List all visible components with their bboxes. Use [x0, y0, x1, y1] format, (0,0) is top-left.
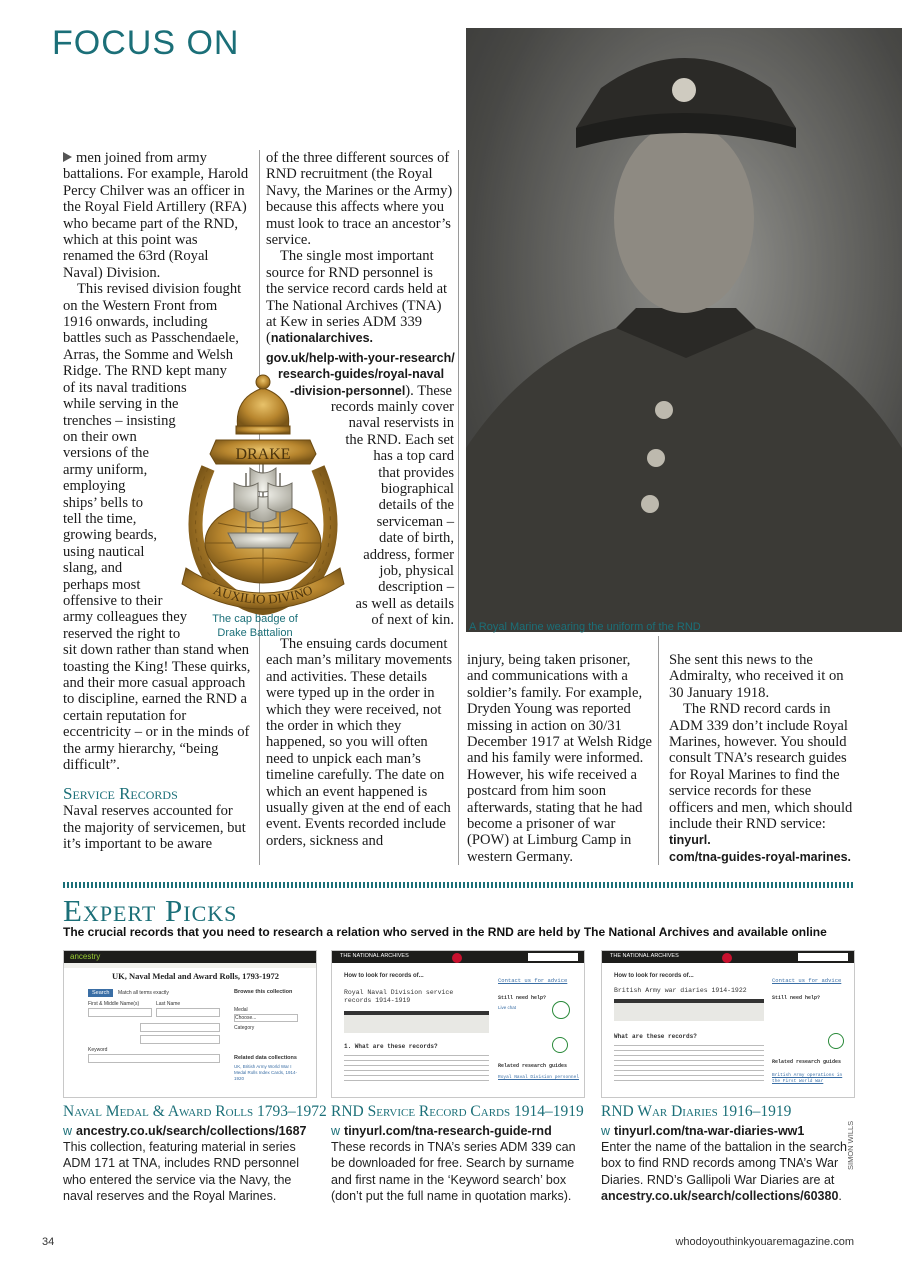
text-line: of next of kin.: [371, 612, 454, 629]
text-line: Ridge. The RND kept many: [63, 363, 227, 380]
text-line: job, physical: [379, 563, 454, 580]
contact-link[interactable]: Contact us for advice: [772, 977, 842, 984]
paragraph: The ensuing cards document each man’s military movements and activities. These details were typed up in the order in which they were received, not the order in which they happened, so you will often need to unpick each man’s timeline carefully. The date on which an event happened is usually given at the end of each event. Events recorded include orders, sickness and: [266, 636, 453, 849]
text-line: that provides: [378, 464, 454, 481]
page-title: Royal Naval Division service records 1914-1919: [344, 989, 454, 1004]
related-link[interactable]: UK, British Army World War I Medal Rolls Index Cards, 1914-1920: [234, 1064, 298, 1081]
text-line: 1916 onwards, including: [63, 314, 208, 331]
email-icon[interactable]: [552, 1037, 568, 1053]
paragraph: of the three different sources of RND recruitment (the Royal Navy, the Marines or the Army) because this affects where you must look to trace an ancestor’s service.: [266, 150, 453, 249]
text-line: on the Western Front from: [63, 297, 218, 314]
text-line: growing beards,: [63, 527, 158, 544]
extra-input[interactable]: [140, 1023, 220, 1032]
paragraph: The single most important source for RND personnel is the service record cards held at The National Archives (TNA) at Kew in series ADM 339 (nationalarchives.: [266, 248, 448, 347]
page-title: British Army war diaries 1914-1922: [614, 987, 747, 994]
chat-icon[interactable]: [552, 1001, 570, 1019]
text-line: Arras, the Somme and Welsh: [63, 346, 234, 363]
section-heading: 1. What are these records?: [344, 1043, 438, 1050]
soldier-photo: [466, 28, 902, 632]
search-input[interactable]: [798, 953, 848, 961]
text-line: address, former: [363, 546, 454, 563]
marines-guide-link[interactable]: com/tna-guides-royal-marines.: [669, 849, 851, 864]
keyword-input[interactable]: [88, 1054, 220, 1063]
menu-badge[interactable]: [452, 953, 462, 963]
text-line: versions of the: [63, 445, 149, 462]
search-input[interactable]: [528, 953, 578, 961]
help-heading: Still need help?: [498, 995, 547, 1001]
badge-scroll-top: DRAKE: [235, 446, 291, 463]
expert-picks-title: Expert Picks: [63, 893, 238, 928]
text-line: reserved the right to: [63, 625, 181, 642]
pick-3: [601, 1103, 851, 1204]
page-heading: How to look for records of...: [614, 973, 694, 979]
category-label: Category: [234, 1025, 255, 1031]
body-column-2-lower: [266, 636, 454, 849]
site-url: whodoyouthinkyouaremagazine.com: [675, 1236, 854, 1248]
subheading: Service Records: [63, 784, 178, 804]
related-heading: Related research guides: [498, 1063, 568, 1069]
text-line: slang, and: [63, 560, 123, 577]
body-text-block: [614, 1045, 764, 1085]
page-number: 34: [42, 1236, 55, 1248]
related-link[interactable]: Royal Naval Division personnel: [498, 1075, 580, 1080]
text-line: perhaps most: [63, 576, 141, 593]
pick-description: This collection, featuring material in series ADM 171 at TNA, includes RND personnel who entered the service via the Navy, the naval reserves and the Royal Marines.: [63, 1140, 299, 1203]
related-link[interactable]: British Army operations in the First World War: [772, 1073, 843, 1084]
pick-url[interactable]: ancestry.co.uk/search/collections/1687: [76, 1124, 307, 1138]
text-line: of its naval traditions: [63, 379, 187, 396]
pick-title: Naval Medal & Award Rolls 1793–1972: [63, 1103, 327, 1120]
text-line: the RND. Each set: [345, 431, 454, 448]
match-exact-checkbox[interactable]: Match all terms exactly: [118, 990, 169, 996]
keyword-label: Keyword: [88, 1047, 108, 1053]
expert-picks-subtitle: The crucial records that you need to research a relation who served in the RND are held by The National Archives and available online: [63, 925, 827, 939]
text-line: as well as details: [355, 595, 454, 612]
first-name-label: First & Middle Name(s): [88, 1001, 140, 1007]
pick-title: RND War Diaries 1916–1919: [601, 1103, 792, 1120]
archive-link[interactable]: nationalarchives.: [270, 331, 373, 346]
text-line: army colleagues they: [63, 609, 187, 626]
related-heading: Related data collections: [234, 1055, 297, 1061]
pick-description: Enter the name of the battalion in the search box to find RND records among TNA’s War Diaries. RND’s Gallipoli War Diaries are at ancestry.co.uk/search/collections/60380.: [601, 1140, 847, 1203]
last-name-label: Last Name: [156, 1001, 181, 1007]
dotted-divider: [63, 882, 854, 888]
browse-heading: Browse this collection: [234, 989, 293, 995]
tna-rnd-screenshot: [331, 950, 585, 1098]
text-line: date of birth,: [379, 530, 454, 547]
badge-scroll-bottom: AUXILIO DIVINO: [211, 582, 315, 607]
last-name-input[interactable]: [156, 1008, 220, 1017]
archive-link-line[interactable]: gov.uk/help-with-your-research/: [266, 351, 455, 365]
search-form[interactable]: [614, 999, 764, 1021]
paragraph: Naval reserves accounted for the majority of servicemen, but it’s important to be aware: [63, 803, 246, 853]
text-line: ships’ bells to: [63, 494, 143, 511]
search-button[interactable]: Search: [88, 989, 113, 997]
text-line: has a top card: [373, 448, 454, 465]
section-heading: What are these records?: [614, 1033, 697, 1040]
collection-title: UK, Naval Medal and Award Rolls, 1793-1972: [112, 971, 280, 981]
paragraph: injury, being taken prisoner, and communications with a soldier’s family. For example, Dryden Young was reported missing in action on 30/31 December 1917 at Welsh Ridge and his family were informed. However, his wife received a postcard from him soon afterwards, stating that he had become a prisoner of war (POW) at Limburg Camp in western Germany.: [467, 652, 652, 865]
text-line: serviceman –: [376, 513, 454, 530]
text-line: army uniform,: [63, 461, 148, 478]
paragraph: sit down rather than stand when toasting the King! These quirks, and their more casual approach to discipline, earned the RND a certain reputation for eccentricity – or in the minds of the army hierarchy, “being difficult”.: [63, 642, 251, 774]
body-text-block: [344, 1055, 489, 1081]
text-line: description –: [378, 579, 454, 596]
page-heading: How to look for records of...: [344, 973, 424, 979]
text-line: records mainly cover: [330, 399, 454, 415]
body-column-2: [266, 150, 454, 347]
pick-url[interactable]: tinyurl.com/tna-war-diaries-ww1: [614, 1124, 805, 1138]
pick-1: [63, 1103, 327, 1204]
pick-2: [331, 1103, 586, 1204]
marines-guide-link[interactable]: tinyurl.: [669, 833, 711, 848]
web-icon: w: [601, 1124, 611, 1138]
soldier-figure-image: [466, 28, 902, 632]
body-column-4: [669, 652, 855, 865]
tna-logo: THE NATIONAL ARCHIVES: [610, 953, 679, 959]
text-line: tell the time,: [63, 510, 137, 527]
column-divider: [658, 636, 659, 865]
text-line: using nautical: [63, 543, 145, 560]
search-form[interactable]: [344, 1011, 489, 1033]
live-chat-link[interactable]: Live chat: [498, 1005, 517, 1010]
archive-link-line: -division-personnel). These: [290, 383, 453, 399]
paragraph: The RND record cards in ADM 339 don’t include Royal Marines, however. You should consult TNA’s research guides for Royal Marines to find the service records for these officers and men, which should include their RND service: tinyurl. com/tna-guides-royal-marines.: [669, 701, 853, 864]
paragraph: men joined from army battalions. For example, Harold Percy Chilver was an officer in the Royal Field Artillery (RFA) who became part of the RND, which at this point was renamed the 63rd (Royal Naval) Division.: [63, 150, 249, 281]
text-line: while serving in the: [63, 396, 179, 413]
archive-link-line[interactable]: research-guides/royal-naval: [278, 367, 445, 381]
pick-url-line: [331, 1124, 586, 1138]
pick-url-line: [601, 1124, 851, 1138]
first-name-input[interactable]: [88, 1008, 152, 1017]
medal-select[interactable]: Choose...: [234, 1014, 298, 1022]
pick-url[interactable]: tinyurl.com/tna-research-guide-rnd: [344, 1124, 552, 1138]
continue-arrow-icon: [63, 152, 72, 162]
ancestry-logo: ancestry: [70, 952, 101, 961]
medal-label: Medal: [234, 1007, 248, 1013]
badge-caption: The cap badge of Drake Battalion: [212, 613, 298, 639]
text-line: details of the: [378, 497, 454, 514]
contact-link[interactable]: Contact us for advice: [498, 977, 568, 984]
email-icon[interactable]: [828, 1033, 844, 1049]
web-icon: w: [63, 1124, 73, 1138]
section-title: FOCUS ON: [52, 24, 240, 62]
tna-logo: THE NATIONAL ARCHIVES: [340, 953, 409, 959]
tna-war-diaries-screenshot: [601, 950, 855, 1098]
pick-description: These records in TNA’s series ADM 339 can be downloaded for free. Search by surname and first name in the ‘Keyword search’ box (don’t put the full name in quotation marks).: [331, 1140, 576, 1203]
extra-input[interactable]: [140, 1035, 220, 1044]
text-line: This revised division fought: [77, 281, 242, 298]
paragraph: She sent this news to the Admiralty, who received it on 30 January 1918.: [669, 652, 844, 701]
archive-link[interactable]: -division-personnel: [290, 384, 406, 398]
ancestry-screenshot: [63, 950, 317, 1098]
text-line: trenches – insisting: [63, 412, 176, 429]
pick-url-line: [63, 1124, 318, 1138]
photo-credit: SIMON WILLS: [846, 1120, 855, 1170]
pick-title: RND Service Record Cards 1914–1919: [331, 1103, 584, 1120]
pick-inline-link[interactable]: ancestry.co.uk/search/collections/60380: [601, 1188, 839, 1203]
text-line: on their own: [63, 428, 137, 445]
related-heading: Related research guides: [772, 1059, 842, 1065]
menu-badge[interactable]: [722, 953, 732, 963]
text-line: biographical: [381, 481, 454, 498]
help-heading: Still need help?: [772, 995, 821, 1001]
text-line: offensive to their: [63, 592, 163, 609]
text-line: battles such as Passchendaele,: [63, 330, 239, 347]
column-divider: [458, 150, 459, 865]
cap-badge-image: [168, 368, 358, 623]
web-icon: w: [331, 1124, 341, 1138]
text-line: naval reservists in: [348, 415, 454, 432]
photo-caption: A Royal Marine wearing the uniform of the RND: [469, 621, 701, 633]
body-column-3: [467, 652, 653, 865]
text-line: employing: [63, 478, 126, 495]
